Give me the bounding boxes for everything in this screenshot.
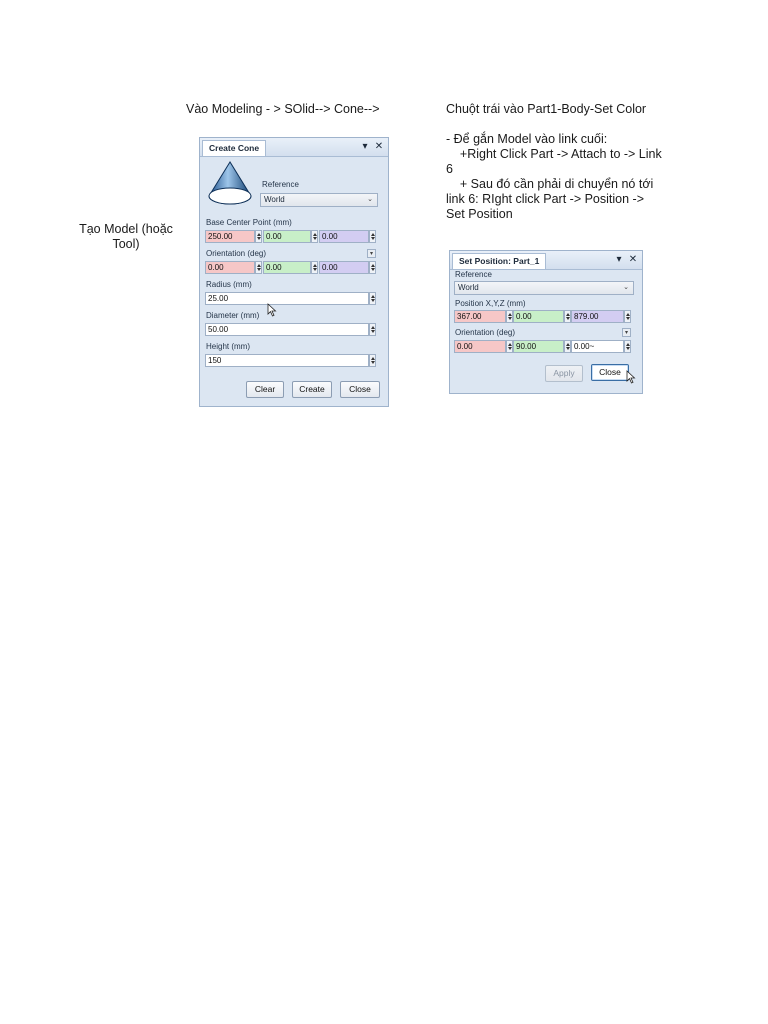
diameter-input[interactable]: 50.00	[205, 323, 369, 336]
create-cone-panel	[199, 137, 389, 407]
instruction-line: - Để gắn Model vào link cuối:	[446, 132, 608, 146]
position-x-stepper[interactable]	[506, 310, 513, 323]
orientation-label: Orientation (deg)	[455, 328, 516, 337]
height-stepper[interactable]	[369, 354, 376, 367]
mouse-pointer-icon	[267, 303, 277, 317]
position-z-input[interactable]: 879.00	[571, 310, 624, 323]
side-label: Tạo Model (hoặc Tool)	[79, 222, 173, 251]
reference-select[interactable]	[260, 193, 378, 207]
attach-instructions	[446, 132, 664, 222]
chevron-down-icon: ⌄	[367, 196, 373, 203]
panel-header	[200, 138, 388, 157]
radius-stepper[interactable]	[369, 292, 376, 305]
radius-input[interactable]: 25.00	[205, 292, 369, 305]
heading-set-color: Chuột trái vào Part1-Body-Set Color	[446, 102, 647, 116]
set-position-panel	[449, 250, 643, 394]
panel-title-tab[interactable]: Create Cone	[202, 140, 266, 156]
base-center-y-stepper[interactable]	[311, 230, 318, 243]
chevron-down-icon[interactable]: ▾	[622, 328, 631, 337]
orientation-z-stepper[interactable]	[624, 340, 631, 353]
orientation-x-input[interactable]: 0.00	[205, 261, 255, 274]
position-z-stepper[interactable]	[624, 310, 631, 323]
close-button[interactable]: Close	[340, 381, 380, 398]
height-label: Height (mm)	[206, 342, 251, 351]
radius-label: Radius (mm)	[206, 280, 252, 289]
close-icon[interactable]: ✕	[628, 254, 638, 265]
orientation-x-stepper[interactable]	[506, 340, 513, 353]
orientation-y-input[interactable]: 0.00	[263, 261, 311, 274]
heading-modeling-path: Vào Modeling - > SOlid--> Cone-->	[186, 102, 380, 116]
height-input[interactable]: 150	[205, 354, 369, 367]
close-button[interactable]: Close	[591, 364, 629, 381]
orientation-x-stepper[interactable]	[255, 261, 262, 274]
apply-button[interactable]: Apply	[545, 365, 583, 382]
pin-icon[interactable]: ▾	[616, 254, 622, 265]
orientation-x-input[interactable]: 0.00	[454, 340, 506, 353]
orientation-y-stepper[interactable]	[564, 340, 571, 353]
base-center-z-stepper[interactable]	[369, 230, 376, 243]
position-y-input[interactable]: 0.00	[513, 310, 564, 323]
diameter-label: Diameter (mm)	[206, 311, 260, 320]
orientation-z-stepper[interactable]	[369, 261, 376, 274]
clear-button[interactable]: Clear	[246, 381, 284, 398]
orientation-z-input[interactable]: 0.00	[319, 261, 369, 274]
create-button[interactable]: Create	[292, 381, 332, 398]
orientation-z-input[interactable]: 0.00~	[571, 340, 624, 353]
orientation-y-input[interactable]: 90.00	[513, 340, 564, 353]
reference-value: World	[264, 195, 285, 204]
reference-select[interactable]	[454, 281, 634, 295]
reference-label: Reference	[262, 180, 299, 189]
instruction-line: + Sau đó cần phải di chuyển nó tới link 6: RIght click Part -> Position -> Set Position	[446, 177, 657, 221]
base-center-y-input[interactable]: 0.00	[263, 230, 311, 243]
cone-icon	[205, 160, 255, 208]
base-center-z-input[interactable]: 0.00	[319, 230, 369, 243]
position-x-input[interactable]: 367.00	[454, 310, 506, 323]
pin-icon[interactable]: ▾	[362, 141, 368, 152]
base-center-x-input[interactable]: 250.00	[205, 230, 255, 243]
reference-value: World	[458, 283, 479, 292]
chevron-down-icon: ⌄	[623, 284, 629, 291]
reference-label: Reference	[455, 270, 492, 279]
orientation-label: Orientation (deg)	[206, 249, 267, 258]
position-label: Position X,Y,Z (mm)	[455, 299, 526, 308]
mouse-pointer-icon	[626, 370, 636, 384]
base-center-label: Base Center Point (mm)	[206, 218, 292, 227]
panel-header	[450, 251, 642, 270]
diameter-stepper[interactable]	[369, 323, 376, 336]
position-y-stepper[interactable]	[564, 310, 571, 323]
orientation-y-stepper[interactable]	[311, 261, 318, 274]
base-center-x-stepper[interactable]	[255, 230, 262, 243]
close-icon[interactable]: ✕	[374, 141, 384, 152]
instruction-line: +Right Click Part -> Attach to -> Link 6	[446, 147, 666, 176]
chevron-down-icon[interactable]: ▾	[367, 249, 376, 258]
panel-title-tab[interactable]: Set Position: Part_1	[452, 253, 546, 269]
